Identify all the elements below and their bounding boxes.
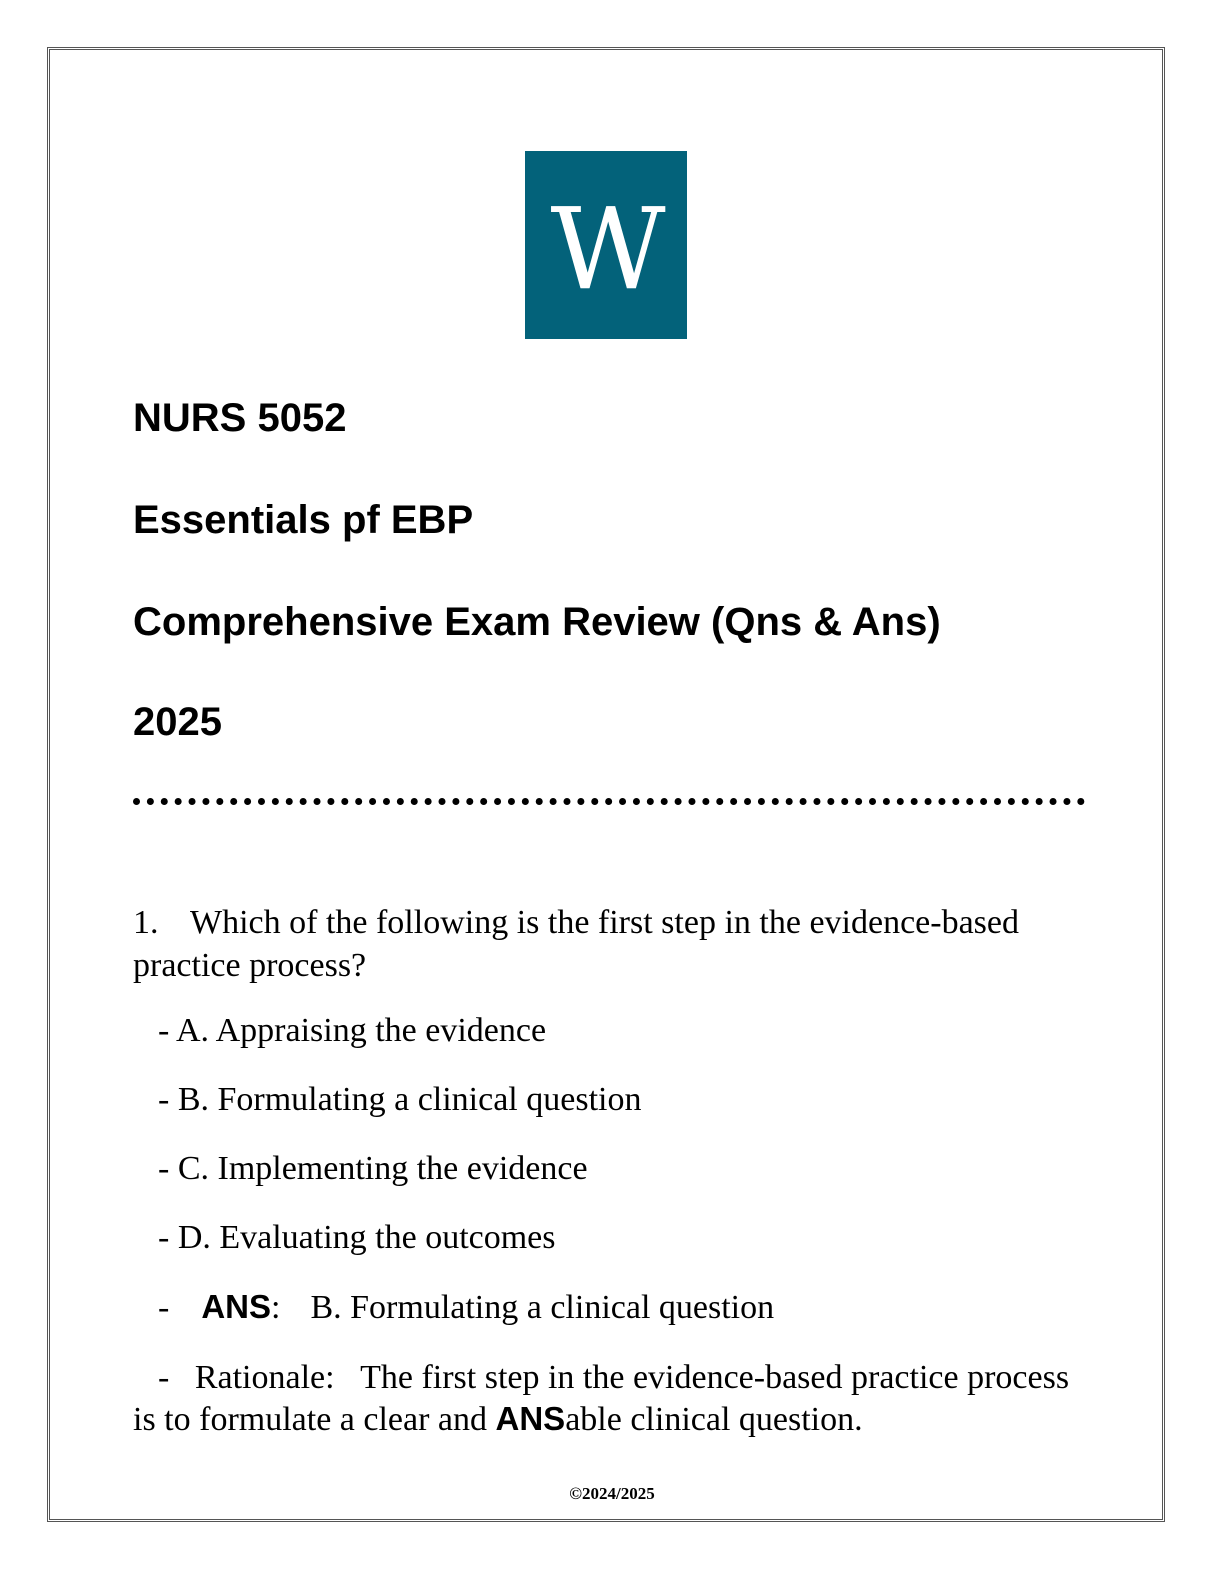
option-a: - A. Appraising the evidence	[158, 1012, 547, 1049]
rationale-text-before: The first step in the evidence-based practice process is to formulate a clear and	[133, 1359, 1070, 1438]
question-text: Which of the following is the first step in the evidence-based practice process?	[133, 904, 1019, 984]
course-code: NURS 5052	[133, 396, 347, 440]
rationale-emphasis: ANS	[495, 1400, 566, 1437]
dotted-divider	[133, 798, 1085, 805]
option-d: - D. Evaluating the outcomes	[158, 1219, 556, 1256]
logo-letter: W	[550, 185, 662, 315]
answer-label: ANS	[201, 1288, 272, 1325]
question-1	[133, 901, 1083, 987]
answer-line	[158, 1288, 774, 1327]
answer-colon: :	[271, 1289, 281, 1326]
document-year: 2025	[133, 700, 222, 744]
option-c: - C. Implementing the evidence	[158, 1150, 588, 1187]
copyright-footer: ©2024/2025	[569, 1484, 655, 1503]
document-title: Comprehensive Exam Review (Qns & Ans)	[133, 600, 941, 644]
subject-title: Essentials pf EBP	[133, 498, 474, 542]
answer-text: B. Formulating a clinical question	[310, 1289, 775, 1326]
rationale	[133, 1357, 1083, 1440]
rationale-label: Rationale:	[194, 1359, 335, 1396]
publisher-logo	[525, 151, 687, 339]
rationale-text-after: able clinical question.	[565, 1401, 863, 1438]
option-b: - B. Formulating a clinical question	[158, 1081, 642, 1118]
question-number: 1.	[133, 904, 159, 941]
answer-dash: -	[158, 1289, 170, 1326]
rationale-dash: -	[158, 1359, 170, 1396]
